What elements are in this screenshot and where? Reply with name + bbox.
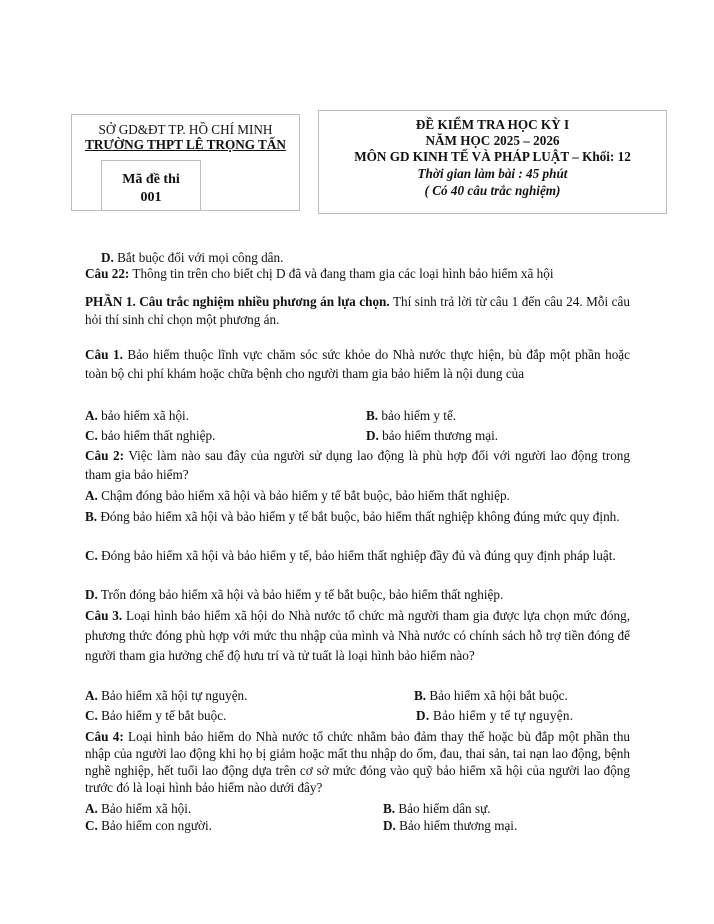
exam-code: 001 bbox=[140, 190, 162, 205]
question-text: Loại hình bảo hiểm xã hội do Nhà nước tổ chức mà người tham gia được lựa chọn mức đóng, phương thức đóng phù hợp với mức thu nhập của mình và Nhà nước có chính sách hỗ trợ tiền đóng để người tham gia hưởng chế độ hưu trí và tử tuất là loại hình bảo hiểm nào? bbox=[85, 608, 630, 663]
option-text: bảo hiểm thương mại. bbox=[378, 428, 499, 443]
question-2 bbox=[85, 446, 630, 484]
question-label: Câu 3. bbox=[85, 608, 123, 623]
option-label: C. bbox=[85, 818, 98, 833]
subject: MÔN GD KINH TẾ VÀ PHÁP LUẬT – Khối: 12 bbox=[354, 149, 631, 164]
option-label: B. bbox=[383, 801, 396, 816]
q1-option-c[interactable] bbox=[85, 428, 215, 444]
question-label: Câu 22: bbox=[85, 266, 130, 281]
option-label: D. bbox=[383, 818, 396, 833]
q2-option-d[interactable] bbox=[85, 587, 503, 603]
q4-option-c[interactable] bbox=[85, 818, 212, 834]
option-label: C. bbox=[85, 428, 98, 443]
option-text: Bảo hiểm xã hội bắt buộc. bbox=[426, 688, 568, 703]
q3-option-d[interactable] bbox=[416, 708, 573, 724]
option-label: B. bbox=[414, 688, 427, 703]
question-3 bbox=[85, 606, 630, 666]
q4-option-d[interactable] bbox=[383, 818, 517, 834]
question-4 bbox=[85, 728, 630, 796]
exam-code-label: Mã đề thi bbox=[122, 172, 180, 187]
option-label: A. bbox=[85, 801, 98, 816]
q2-option-b[interactable] bbox=[85, 507, 630, 526]
question-22 bbox=[85, 266, 554, 282]
option-label: A. bbox=[85, 688, 98, 703]
question-1 bbox=[85, 346, 630, 383]
option-label: D. bbox=[101, 250, 114, 265]
option-label: D. bbox=[366, 428, 379, 443]
option-text: Bảo hiểm xã hội. bbox=[97, 801, 192, 816]
option-text: Bảo hiểm dân sự. bbox=[395, 801, 491, 816]
option-text: Bắt buộc đối với mọi công dân. bbox=[113, 250, 284, 265]
question-label: Câu 4: bbox=[85, 729, 124, 744]
option-label: A. bbox=[85, 488, 98, 503]
q4-option-a[interactable] bbox=[85, 801, 191, 817]
q4-option-b[interactable] bbox=[383, 801, 491, 817]
option-text: Bảo hiểm xã hội tự nguyện. bbox=[97, 688, 248, 703]
school-name: TRƯỜNG THPT LÊ TRỌNG TẤN bbox=[85, 137, 286, 152]
question-text: Thông tin trên cho biết chị D đã và đang tham gia các loại hình bảo hiểm xã hội bbox=[129, 266, 554, 281]
q1-option-b[interactable] bbox=[366, 408, 456, 424]
exam-title: ĐỀ KIỂM TRA HỌC KỲ I bbox=[415, 117, 570, 132]
option-text: Bảo hiểm con người. bbox=[97, 818, 212, 833]
option-label: A. bbox=[85, 408, 98, 423]
school-year: NĂM HỌC 2025 – 2026 bbox=[425, 133, 560, 148]
option-text: Bảo hiểm y tế tự nguyện. bbox=[429, 708, 574, 723]
option-text: bảo hiểm y tế. bbox=[378, 408, 457, 423]
part1-instructions bbox=[85, 293, 630, 328]
question-text: Việc làm nào sau đây của người sử dụng lao động là phù hợp đối với người lao động trong tham gia bảo hiểm? bbox=[85, 448, 630, 482]
question-text: Loại hình bảo hiểm do Nhà nước tổ chức nhằm bảo đảm thay thế hoặc bù đắp một phần thu nhập của người lao động khi họ bị giảm hoặc mất thu nhập do ốm, đau, thai sản, tai nạn lao động, bệnh nghề nghiệp, hết tuổi lao động dựa trên cơ sở mức đóng vào quỹ bảo hiểm xã hội của người lao động trước đó là loại hình bảo hiểm nào dưới đây? bbox=[85, 729, 631, 795]
option-text: Trốn đóng bảo hiểm xã hội và bảo hiểm y tế bắt buộc, bảo hiểm thất nghiệp. bbox=[97, 587, 504, 602]
department-name: SỞ GD&ĐT TP. HỒ CHÍ MINH bbox=[98, 122, 273, 137]
q1-option-d[interactable] bbox=[366, 428, 498, 444]
option-label: D. bbox=[85, 587, 98, 602]
option-text: Đóng bảo hiểm xã hội và bảo hiểm y tế bắt buộc, bảo hiểm thất nghiệp không đúng mức quy định. bbox=[97, 509, 620, 524]
option-text: Bảo hiểm y tế bắt buộc. bbox=[97, 708, 227, 723]
q3-option-c[interactable] bbox=[85, 708, 226, 724]
question-label: Câu 1. bbox=[85, 347, 123, 362]
option-text: Đóng bảo hiểm xã hội và bảo hiểm y tế, bảo hiểm thất nghiệp đầy đủ và đúng quy định pháp luật. bbox=[97, 548, 616, 563]
option-label: C. bbox=[85, 708, 98, 723]
q3-option-a[interactable] bbox=[85, 688, 247, 704]
option-text: bảo hiểm xã hội. bbox=[97, 408, 190, 423]
q2-option-c[interactable] bbox=[85, 546, 630, 566]
option-text: Bảo hiểm thương mại. bbox=[395, 818, 518, 833]
part1-instruction-text: Thí sinh trả lời từ câu 1 đến câu 24. Mỗi câu hỏi thí sinh chỉ chọn một phương án. bbox=[85, 294, 630, 327]
exam-time: Thời gian làm bài : 45 phút bbox=[417, 166, 568, 181]
option-text: Chậm đóng bảo hiểm xã hội và bảo hiểm y tế bắt buộc, bảo hiểm thất nghiệp. bbox=[97, 488, 510, 503]
fragment-option-d bbox=[101, 250, 283, 266]
option-text: bảo hiểm thất nghiệp. bbox=[97, 428, 216, 443]
part1-heading: PHẦN 1. Câu trắc nghiệm nhiều phương án lựa chọn. bbox=[85, 294, 390, 309]
question-label: Câu 2: bbox=[85, 448, 125, 463]
q3-option-b[interactable] bbox=[414, 688, 568, 704]
option-label: C. bbox=[85, 548, 98, 563]
q1-option-a[interactable] bbox=[85, 408, 189, 424]
option-label: B. bbox=[85, 509, 98, 524]
option-label: D. bbox=[416, 708, 430, 723]
q2-option-a[interactable] bbox=[85, 488, 510, 504]
question-count: ( Có 40 câu trắc nghiệm) bbox=[424, 183, 561, 198]
option-label: B. bbox=[366, 408, 379, 423]
question-text: Bảo hiểm thuộc lĩnh vực chăm sóc sức khỏe do Nhà nước thực hiện, bù đắp một phần hoặc toàn bộ chi phí khám hoặc chữa bệnh cho người tham gia bảo hiểm là nội dung của bbox=[85, 347, 631, 381]
